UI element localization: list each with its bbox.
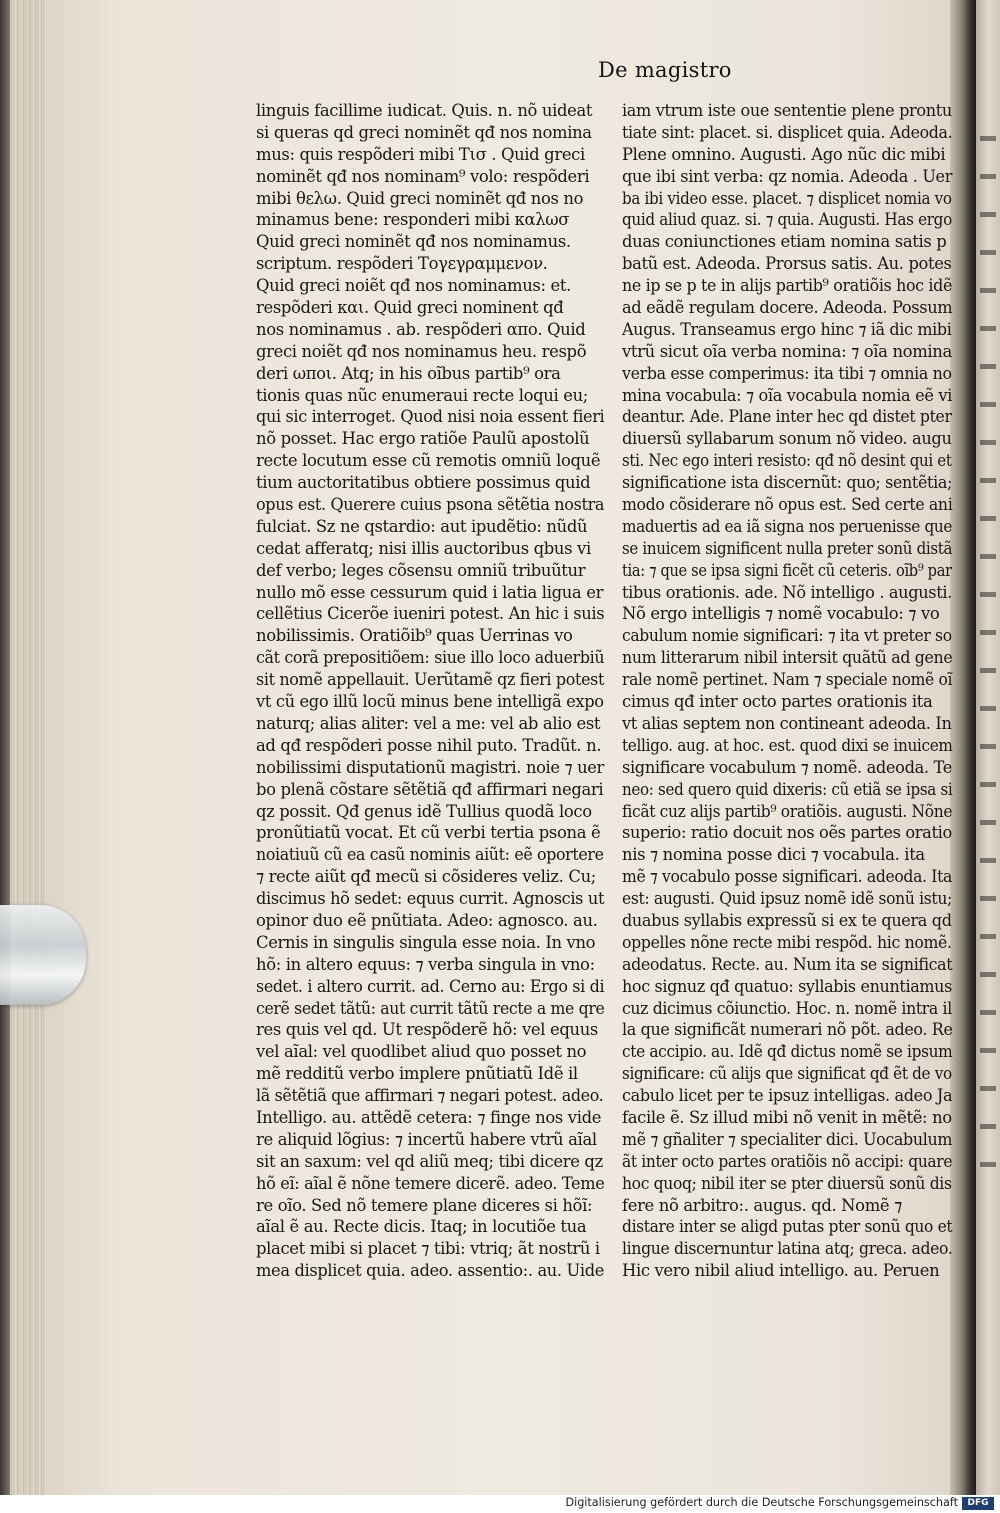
- text-line: mẽ redditũ verbo implere pnũtiatũ Idẽ il: [256, 1064, 578, 1084]
- text-line: Hic vero nibil aliud intelligo. au. Peruen: [622, 1261, 940, 1281]
- facing-page-text-fragments: [980, 120, 996, 1170]
- text-line: mẽ ⁊ gñaliter ⁊ specialiter dici. Uocabulum: [622, 1129, 953, 1149]
- text-line: tibus orationis. ade. Nõ intelligo . augusti.: [622, 582, 952, 602]
- text-line: batũ est. Adeoda. Prorsus satis. Au. potes: [622, 254, 952, 274]
- text-line: quid aliud quaz. si. ⁊ quia. Augusti. Has ergo: [622, 210, 952, 230]
- text-line: cerẽ sedet tãtũ: aut currit tãtũ recte a me qre: [256, 998, 605, 1018]
- book-gutter: [950, 0, 976, 1495]
- text-line: tiate sint: placet. si. displicet quia. Adeoda.: [622, 122, 953, 142]
- text-line: ficãt cuz alijs partib⁹ oratiõis. augusti. Nõne: [622, 801, 953, 821]
- text-line: Intelligo. au. attẽdẽ cetera: ⁊ finge nos vide: [256, 1107, 602, 1127]
- text-line: nos nominamus . ab. respõderi απο. Quid: [256, 319, 586, 339]
- text-line: facile ẽ. Sz illud mibi nõ venit in mẽtẽ: no: [622, 1107, 952, 1127]
- text-line: nominẽt qđ nos nominam⁹ volo: respõderi: [256, 166, 590, 186]
- text-column-left: [256, 100, 604, 1282]
- text-line: Augus. Transeamus ergo hinc ⁊ iã dic mibi: [622, 319, 952, 339]
- text-line: sit nomẽ appellauit. Uerũtamẽ qz fieri potest: [256, 670, 605, 690]
- text-line: greci noiẽt qđ nos nominamus heu. respõ: [256, 341, 587, 361]
- page-clamp-clip: [0, 905, 86, 1005]
- text-line: re oĩo. Sed nõ temere plane diceres si hõĩ:: [256, 1195, 593, 1215]
- text-line: sit an saxum: vel qd aliũ meq; tibi dicere qz: [256, 1151, 603, 1171]
- text-line: vel aĩal: vel quodlibet aliud quo posset no: [256, 1042, 587, 1062]
- text-line: adeodatus. Recte. au. Num ita se significat: [622, 954, 953, 974]
- text-line: hõ eĩ: aĩal ẽ nõne temere dicerẽ. adeo. Teme: [256, 1173, 605, 1193]
- text-line: opinor duo eẽ pnũtiata. Adeo: agnosco. au.: [256, 910, 598, 930]
- text-line: qz possit. Qđ genus idẽ Tullius quodã loco: [256, 801, 592, 821]
- text-line: telligo. aug. at hoc. est. quod dixi se inuicem: [622, 735, 953, 755]
- text-line: fere nõ arbitro:. augus. qd. Nomẽ ⁊: [622, 1195, 902, 1215]
- text-line: cellẽtius Cicerõe iueniri potest. An hic i suis: [256, 604, 605, 624]
- text-line: sti. Nec ego interi resisto: qđ nõ desint qui et: [622, 451, 952, 471]
- text-line: sedet. i altero currit. ad. Cerno au: Ergo si di: [256, 976, 605, 996]
- text-line: pronũtiatũ vocat. Et cũ verbi tertia psona ẽ: [256, 823, 601, 843]
- text-line: qui sic interroget. Quod nisi noia essent fieri: [256, 407, 605, 427]
- text-line: nis ⁊ nomina posse dici ⁊ vocabula. ita: [622, 845, 925, 865]
- text-line: hoc quoq; nibil iter se pter diuersũ sonũ dis: [622, 1173, 952, 1193]
- text-line: significare: cũ alijs que significat qđ ẽt de vo: [622, 1064, 952, 1084]
- digitization-credit: Digitalisierung gefördert durch die Deutsche Forschungsgemeinschaft: [565, 1496, 958, 1509]
- text-line: opus est. Querere cuius psona sẽtẽtia nostra: [256, 495, 605, 515]
- text-line: cuz dicimus cõiunctio. Hoc. n. nomẽ intra il: [622, 998, 952, 1018]
- text-line: naturq; alias aliter: vel a me: vel ab alio est: [256, 713, 601, 733]
- text-line: lingue discernuntur latina atq; greca. adeo.: [622, 1239, 953, 1259]
- text-line: Quid greci noiẽt qđ nos nominamus: et.: [256, 276, 571, 296]
- facing-page-edge: [976, 0, 1000, 1495]
- text-line: scriptum. respõderi Τογεγραμμενον.: [256, 254, 548, 274]
- text-line: diuersũ syllabarum sonum nõ video. augu: [622, 429, 952, 449]
- book-cover-edge: [0, 0, 10, 1495]
- text-line: mẽ ⁊ vocabulo posse significari. adeoda. Ita: [622, 867, 953, 887]
- text-line: Nõ ergo intelligis ⁊ nomẽ vocabulo: ⁊ vo: [622, 604, 940, 624]
- text-line: est: augusti. Quid ipsuz nomẽ idẽ sonũ istu;: [622, 889, 952, 909]
- text-line: si queras qd greci nominẽt qđ nos nomina: [256, 122, 592, 142]
- text-line: significare vocabulum ⁊ nomẽ. adeoda. Te: [622, 757, 952, 777]
- text-line: vt cũ ego illũ locũ minus bene intelligã expo: [256, 692, 604, 712]
- text-line: significatione ista discernũt: quo; sentẽtia;: [622, 473, 953, 493]
- text-line: hoc signuz qđ quatuo: syllabis enuntiamus: [622, 976, 952, 996]
- text-line: recte locutum esse cũ remotis omniũ loquẽ: [256, 451, 601, 471]
- text-line: vt alias septem non contineant adeoda. In: [622, 713, 952, 733]
- text-line: num litterarum nibil intersit quãtũ ad gene: [622, 648, 953, 668]
- text-line: neo: sed quero quid dixeris: cũ etiã se ipsa si: [622, 779, 953, 799]
- text-column-right: [622, 100, 952, 1282]
- text-line: tionis quas nũc enumeraui recte loqui eu;: [256, 385, 588, 405]
- text-line: cte accipio. au. Idẽ qđ dictus nomẽ se ipsum: [622, 1042, 953, 1062]
- text-line: ãt inter octo partes oratiõis nõ accipi: quare: [622, 1151, 953, 1171]
- text-line: la que significãt numerari nõ põt. adeo. Re: [622, 1020, 953, 1040]
- text-line: nõ posset. Hac ergo ratiõe Paulũ apostolũ: [256, 429, 590, 449]
- text-line: res quis vel qd. Ut respõderẽ hõ: vel equus: [256, 1020, 598, 1040]
- text-line: maduertis ad ea iã signa nos peruenisse que: [622, 516, 953, 536]
- text-line: duas coniunctiones etiam nomina satis p: [622, 232, 947, 252]
- text-line: cedat afferatq; nisi illis auctoribus qbus vi: [256, 538, 591, 558]
- text-line: Plene omnino. Augusti. Ago nũc dic mibi: [622, 144, 946, 164]
- text-line: minamus bene: responderi mibi καλωσ: [256, 210, 570, 230]
- text-line: noiatiuũ cũ ea casũ nominis aiũt: eẽ oportere: [256, 845, 604, 865]
- text-line: vtrũ sicut oĩa verba nomina: ⁊ oĩa nomina: [622, 341, 952, 361]
- text-line: ⁊ recte aiũt qđ mecũ si cõsideres veliz. Cu;: [256, 867, 596, 887]
- text-line: tia: ⁊ que se ipsa signi ficẽt cũ ceteris. oĩb⁹ par: [622, 560, 952, 580]
- text-line: Quid greci nominẽt qđ nos nominamus.: [256, 232, 571, 252]
- text-line: iam vtrum iste oue sententie plene prontu: [622, 101, 952, 120]
- text-line: cabulum nomie significari: ⁊ ita vt preter so: [622, 626, 952, 646]
- text-line: ne ip se p te in alijs partib⁹ oratiõis hoc idẽ: [622, 276, 953, 296]
- text-line: oppelles nõne recte mibi respõd. hic nomẽ.: [622, 932, 952, 952]
- text-line: deri ωποι. Atq; in his oĩbus partib⁹ ora: [256, 363, 561, 383]
- text-line: lã sẽtẽtiã que affirmari ⁊ negari potest. adeo.: [256, 1086, 604, 1106]
- text-line: deantur. Ade. Plane inter hec qd distet pter: [622, 407, 952, 427]
- text-line: mus: quis respõderi mibi Τισ . Quid greci: [256, 144, 585, 164]
- text-line: nobilissimis. Oratiõib⁹ quas Uerrinas vo: [256, 626, 573, 646]
- dfg-logo: DFG: [962, 1497, 994, 1510]
- footer-bar: [0, 1495, 1000, 1513]
- text-line: discimus hõ sedet: equus currit. Agnoscis ut: [256, 889, 605, 909]
- text-line: Cernis in singulis singula esse noia. In vno: [256, 932, 596, 952]
- text-line: que ibi sint verba: qz nomia. Adeoda . Uer: [622, 166, 953, 186]
- text-line: se inuicem significent nulla preter sonũ distã: [622, 538, 953, 558]
- text-line: rale nomẽ pertinet. Nam ⁊ speciale nomẽ oĩ: [622, 670, 953, 690]
- text-line: bo plenã cõstare sẽtẽtiã qđ affirmari negari: [256, 779, 604, 799]
- text-line: mea displicet quia. adeo. assentio:. au. Uide: [256, 1261, 605, 1281]
- text-line: mina vocabula: ⁊ oĩa vocabula nomia eẽ vi: [622, 385, 952, 405]
- text-line: cabulo licet per te ipsuz intelligas. adeo Ja: [622, 1086, 953, 1106]
- text-line: ba ibi video esse. placet. ⁊ displicet nomia vo: [622, 188, 952, 208]
- text-line: hõ: in altero equus: ⁊ verba singula in vno:: [256, 954, 595, 974]
- text-line: fulciat. Sz ne qstardio: aut ipudẽtio: nũdũ: [256, 516, 588, 536]
- text-line: respõderi και. Quid greci nominent qđ: [256, 298, 564, 318]
- text-line: nobilissimi disputationũ magistri. noie ⁊ uer: [256, 757, 605, 777]
- text-line: ad eãdẽ regulam docere. Adeoda. Possum: [622, 298, 953, 318]
- text-line: cãt corã prepositiõem: siue illo loco aduerbiũ: [256, 648, 605, 668]
- text-line: aĩal ẽ au. Recte dicis. Itaq; in locutiõe tua: [256, 1217, 587, 1237]
- text-line: modo cõsiderare nõ opus est. Sed certe ani: [622, 495, 953, 515]
- text-line: def verbo; leges cõsensu omniũ tribuũtur: [256, 560, 586, 580]
- text-line: cimus qđ inter octo partes orationis ita: [622, 692, 933, 712]
- text-line: verba esse comperimus: ita tibi ⁊ omnia no: [622, 363, 952, 383]
- text-line: tium auctoritatibus obtiere possimus quid: [256, 473, 591, 493]
- text-line: ad qđ respõderi posse nihil puto. Tradũt. n.: [256, 735, 602, 755]
- text-line: mibi θελω. Quid greci nominẽt qđ nos no: [256, 188, 584, 208]
- text-line: distare inter se aligd putas pter sonũ quo et: [622, 1217, 953, 1237]
- text-line: nullo mõ esse cessurum quid i latia ligua er: [256, 582, 604, 602]
- text-line: duabus syllabis expressũ si ex te quera qd: [622, 910, 952, 930]
- text-line: re aliquid lõgius: ⁊ incertũ habere vtrũ aĩal: [256, 1129, 597, 1149]
- text-line: superio: ratio docuit nos oẽs partes oratio: [622, 823, 952, 843]
- text-line: placet mibi si placet ⁊ tibi: vtriq; ãt nostrũ i: [256, 1239, 600, 1259]
- running-title: De magistro: [598, 58, 732, 82]
- text-line: linguis facillime iudicat. Quis. n. nõ uideat: [256, 101, 593, 120]
